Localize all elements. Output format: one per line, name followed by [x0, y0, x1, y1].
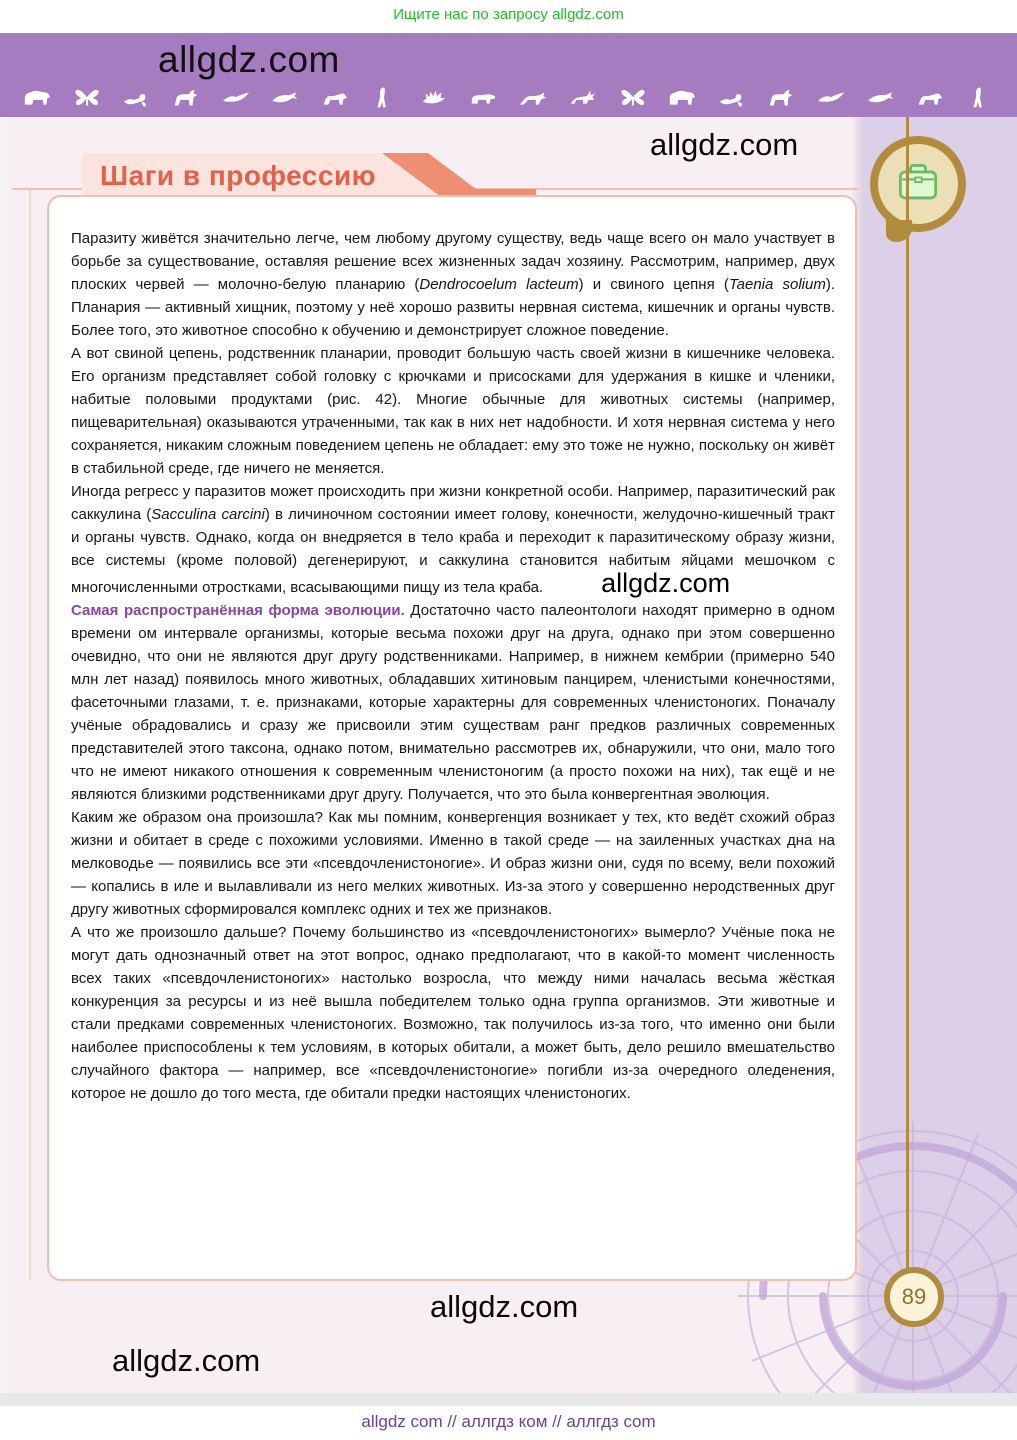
text-run: Каким же образом она произошла? Как мы помним, конвергенция возникает у тех, кто ведёт схожий образ жизни и обитает в среде с похожими условиями. Именно в такой среде — на заиленных участках дна на мелководье — появились все эти «псевдочленистоногие». И образ жизни они, судя по всему, вели похожий — копались в иле и вылавливали из него мелких животных. Из-за этого у совершенно неродственных друг другу животных сформировался комплекс одних и тех же признаков.	[71, 809, 835, 918]
animal-icon-chameleon	[717, 86, 747, 110]
header-band	[0, 33, 1017, 117]
animal-icon-whale	[270, 86, 300, 110]
animal-icon-bison	[667, 86, 697, 110]
section-title: Шаги в профессию	[100, 160, 377, 191]
animal-icon-boar	[469, 86, 499, 110]
text-run: ) и свиного цепня (	[578, 276, 729, 293]
text-run: Достаточно часто палеонтологи находят примерно в одном времени ом интервале организмы, которые весьма похожи друг на друга, однако при этом совершенно очевидно, что они не являются друг другу родственниками. Например, в нижнем кембрии (примерно 540 млн лет назад) появилось много животных, обладавших хитиновым панцирем, членистыми конечностями, фасеточными глазами, т. е. признаками, которые характерны для современных членистоногих. Поначалу учёные обрадовались и сразу же присвоили этим существам ранг предков различных современных представителей этого таксона, однако потом, внимательно рассмотрев их, обнаружили, что они, мало того что не имеют никакого отношения к современным членистоногим (а просто похожи на них), так ещё и не являются близкими родственниками друг другу. Получается, что это была конвергентная эволюция.	[71, 602, 835, 803]
page-body	[0, 117, 1017, 1393]
text-run: Taenia solium	[728, 276, 826, 293]
briefcase-icon	[892, 158, 944, 210]
page-number-badge	[884, 1267, 944, 1327]
paragraph	[71, 806, 835, 921]
article-text	[71, 227, 835, 1105]
animal-icon-hyena	[320, 86, 350, 110]
text-run: А что же произошло дальше? Почему большинство из «псевдочленистоногих» вымерло? Учёные пока не могут дать однозначный ответ на этот вопрос, однако предполагают, что в какой-то момент численность всех таких «псевдочленистоногих» настолько возросла, что между ними началась весьма жёсткая конкуренция за ресурсы и из неё вышла победителем только одна группа организмов. Эти животные и стали предками современных членистоногих. Возможно, так получилось из-за того, что именно они были наиболее приспособлены к тем условиям, в которых обитали, а может быть, дело решило вмешательство случайного фактора — например, все «псевдочленистоногие» погибли из-за очередного оледенения, которое не дошло до того места, где обитали предки настоящих членистоногих.	[71, 924, 835, 1102]
page-number: 89	[901, 1284, 927, 1309]
animal-icon-gull	[221, 86, 251, 110]
animal-icon-hare	[568, 86, 598, 110]
left-margin-strip	[0, 117, 10, 1393]
animal-icon-fox	[518, 86, 548, 110]
animal-icon-horse	[766, 86, 796, 110]
paragraph	[71, 599, 835, 806]
animal-icon-gull	[816, 86, 846, 110]
animal-icons-row	[22, 84, 995, 110]
chapter-badge	[870, 136, 966, 232]
band-watermark: allgdz.com	[158, 39, 340, 80]
frame-line-vertical	[29, 190, 31, 1281]
text-run: А вот свиной цепень, родственник планарии, проводит большую часть своей жизни в кишечнике человека. Его организм представляет собой головку с крючками и присосками для удержания в кишке и членики, набитые половыми продуктами (рис. 42). Многие обычные для животных системы (например, пищеварительная) оказываются утраченными, так как в них нет надобности. И хотя нервная система у него сохраняется, никаким сложным поведением цепень не обладает: ему это тоже не нужно, поскольку он живёт в стабильной среде, где ничего не меняется.	[71, 345, 835, 477]
animal-icon-porcupine	[419, 86, 449, 110]
watermark-inline: allgdz.com	[601, 568, 731, 598]
text-run: Иногда регресс у паразитов может происходить при жизни конкретной особи. Например, паразитический рак саккулина (	[71, 483, 835, 523]
text-run: Самая распространённая форма эволюции.	[71, 602, 405, 619]
animal-icon-butterfly	[618, 86, 648, 110]
animal-icon-horse	[171, 86, 201, 110]
paragraph	[71, 480, 835, 599]
text-run: Dendrocoelum lacteum	[419, 276, 579, 293]
animal-icon-meerkat	[369, 86, 399, 110]
footer	[0, 1412, 1017, 1432]
animal-icon-bison	[22, 86, 52, 110]
animal-icon-hyena	[915, 86, 945, 110]
animal-icon-chameleon	[121, 86, 151, 110]
footer-links: allgdz com // аллгдз ком // аллгдз com	[361, 1412, 656, 1431]
watermark-bottom-left: allgdz.com	[112, 1343, 261, 1378]
animal-icon-meerkat	[965, 86, 995, 110]
text-run: ). Планария — активный хищник, поэтому у неё хорошо развиты нервная система, кишечник и органы чувств. Более того, это животное способно к обучению и демонстрирует сложное поведение.	[71, 276, 835, 339]
paragraph	[71, 921, 835, 1105]
text-run: ) в личиночном состоянии имеет голову, конечности, желудочно-кишечный тракт и органы чувств. Однако, когда он внедряется в тело краба и переходит к паразитическому образу жизни, все системы (кроме половой) дегенерируют, и саккулина становится набитым яйцами мешочком с многочисленными отростками, всасывающими пищу из тела краба.	[71, 506, 835, 596]
paragraph	[71, 342, 835, 480]
text-run: Sacculina carcini	[151, 506, 265, 523]
text-run: Паразиту живётся значительно легче, чем любому другому существу, ведь чаще всего он мало участвует в борьбе за существование, оставляя решение всех жизненных задач хозяину. Рассмотрим, например, двух плоских червей — молочно-белую планарию (	[71, 230, 835, 293]
animal-icon-butterfly	[72, 86, 102, 110]
bottom-strip	[0, 1393, 1017, 1406]
promo-text: Ищите нас по запросу allgdz.com	[393, 6, 624, 23]
content-box	[47, 195, 857, 1281]
watermark-top-right: allgdz.com	[650, 127, 799, 162]
animal-icon-whale	[866, 86, 896, 110]
watermark-bottom-center: allgdz.com	[430, 1289, 579, 1324]
paragraph	[71, 227, 835, 342]
gold-line	[906, 117, 909, 1289]
